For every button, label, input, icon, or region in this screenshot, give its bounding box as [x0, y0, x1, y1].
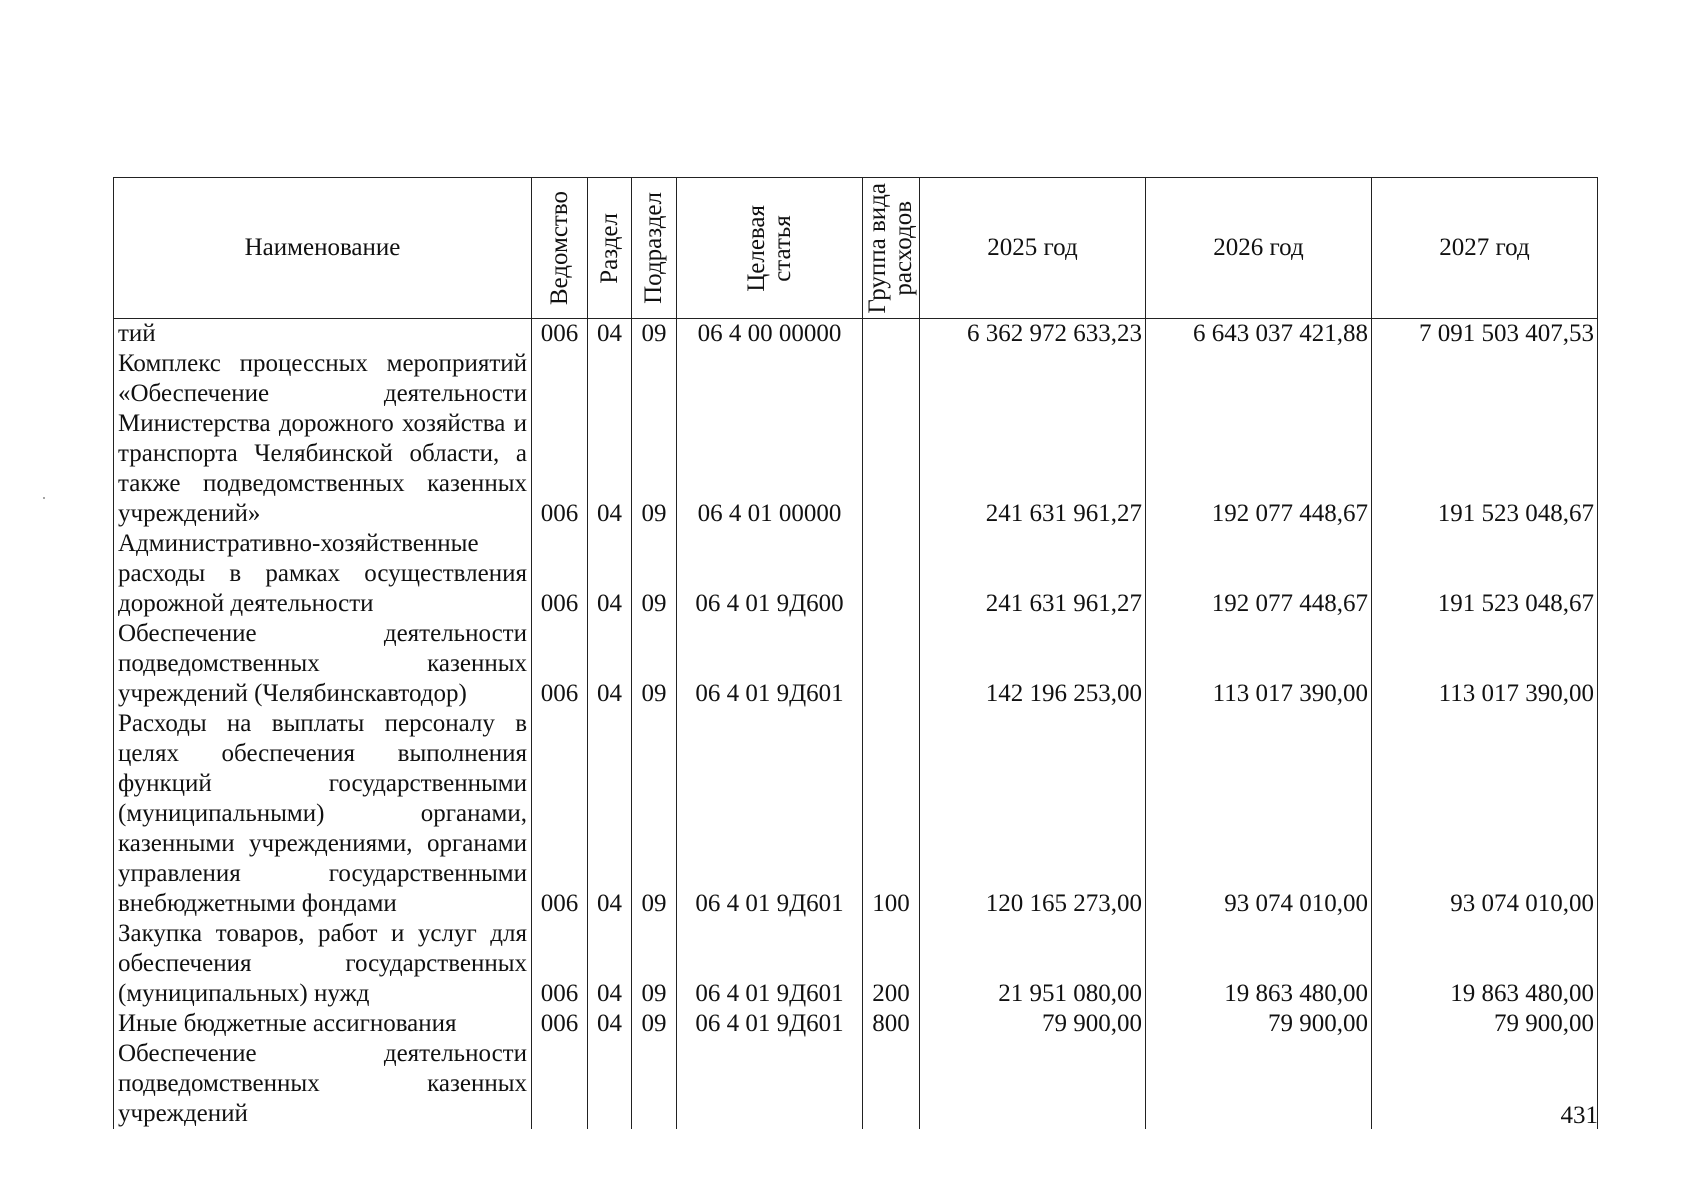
- header-section: Раздел: [595, 212, 623, 284]
- row-dept: 006: [532, 349, 588, 529]
- table-row: [114, 529, 1598, 619]
- row-section: 04: [588, 1009, 632, 1039]
- row-2027: 19 863 480,00: [1372, 919, 1598, 1009]
- row-subsection: 09: [632, 529, 677, 619]
- header-year-2026: 2026 год: [1146, 178, 1372, 319]
- row-2026: 192 077 448,67: [1146, 349, 1372, 529]
- header-section-cell: [588, 178, 632, 319]
- row-section: 04: [588, 619, 632, 709]
- row-2026: 79 900,00: [1146, 1009, 1372, 1039]
- row-dept: 006: [532, 919, 588, 1009]
- row-2026: 192 077 448,67: [1146, 529, 1372, 619]
- row-group: [863, 349, 920, 529]
- header-subsection: Подраздел: [640, 192, 667, 304]
- row-2026: 19 863 480,00: [1146, 919, 1372, 1009]
- scan-speck: [43, 497, 45, 499]
- row-section: 04: [588, 349, 632, 529]
- row-subsection: [632, 1039, 677, 1129]
- row-group: 100: [863, 709, 920, 919]
- row-2025: [920, 1039, 1146, 1129]
- row-dept: 006: [532, 1009, 588, 1039]
- row-target: 06 4 01 9Д601: [677, 919, 863, 1009]
- row-subsection: 09: [632, 319, 677, 350]
- row-section: [588, 1039, 632, 1129]
- row-dept: 006: [532, 529, 588, 619]
- row-subsection: 09: [632, 709, 677, 919]
- header-group: Группа вида расходов: [864, 182, 917, 314]
- row-2027: 191 523 048,67: [1372, 529, 1598, 619]
- table-row: [114, 709, 1598, 919]
- row-2025: 241 631 961,27: [920, 349, 1146, 529]
- row-2026: 113 017 390,00: [1146, 619, 1372, 709]
- header-year-2027: 2027 год: [1372, 178, 1598, 319]
- row-name: Комплекс процессных мероприятий «Обеспечение деятельности Министерства дорожного хозяйства и транспорта Челябинской области, а также подведомственных казенных учреждений»: [114, 349, 532, 529]
- row-section: 04: [588, 319, 632, 350]
- row-2026: 6 643 037 421,88: [1146, 319, 1372, 350]
- row-group: [863, 529, 920, 619]
- header-subsection-cell: [632, 178, 677, 319]
- row-2025: 241 631 961,27: [920, 529, 1146, 619]
- row-target: 06 4 01 9Д601: [677, 1009, 863, 1039]
- row-2025: 120 165 273,00: [920, 709, 1146, 919]
- row-dept: 006: [532, 619, 588, 709]
- row-2025: 79 900,00: [920, 1009, 1146, 1039]
- row-section: 04: [588, 529, 632, 619]
- row-target: 06 4 01 9Д601: [677, 619, 863, 709]
- row-2026: [1146, 1039, 1372, 1129]
- header-year-2025: 2025 год: [920, 178, 1146, 319]
- table-row: [114, 919, 1598, 1009]
- table-row: [114, 319, 1598, 350]
- table-row: [114, 1039, 1598, 1129]
- row-name: Обеспечение деятельности подведомственных казенных учреждений: [114, 1039, 532, 1129]
- budget-table: [113, 177, 1598, 1129]
- row-target: [677, 1039, 863, 1129]
- table-row: [114, 619, 1598, 709]
- row-name: Расходы на выплаты персоналу в целях обеспечения выполнения функций государственными (муниципальными) органами, казенными учреждениями, органами управления государственными внебюджетными фондами: [114, 709, 532, 919]
- row-target: 06 4 01 9Д601: [677, 709, 863, 919]
- row-2027: 93 074 010,00: [1372, 709, 1598, 919]
- row-group: 800: [863, 1009, 920, 1039]
- row-2027: 79 900,00: [1372, 1009, 1598, 1039]
- header-target-cell: [677, 178, 863, 319]
- row-2027: 113 017 390,00: [1372, 619, 1598, 709]
- header-group-cell: [863, 178, 920, 319]
- row-target: 06 4 01 00000: [677, 349, 863, 529]
- row-dept: 006: [532, 709, 588, 919]
- header-target: Целевая статья: [742, 204, 796, 292]
- row-2025: 21 951 080,00: [920, 919, 1146, 1009]
- row-group: [863, 319, 920, 350]
- row-subsection: 09: [632, 619, 677, 709]
- row-dept: [532, 1039, 588, 1129]
- row-group: [863, 1039, 920, 1129]
- row-group: [863, 619, 920, 709]
- table-row: [114, 349, 1598, 529]
- row-section: 04: [588, 709, 632, 919]
- header-name: Наименование: [114, 178, 532, 319]
- table-row: [114, 1009, 1598, 1039]
- row-target: 06 4 01 9Д600: [677, 529, 863, 619]
- table-body: [114, 319, 1598, 1130]
- row-2026: 93 074 010,00: [1146, 709, 1372, 919]
- table-header: [114, 178, 1598, 319]
- row-subsection: 09: [632, 1009, 677, 1039]
- row-group: 200: [863, 919, 920, 1009]
- row-subsection: 09: [632, 349, 677, 529]
- row-name: Обеспечение деятельности подведомственных казенных учреждений (Челябинскавтодор): [114, 619, 532, 709]
- row-name: Иные бюджетные ассигнования: [114, 1009, 532, 1039]
- row-2025: 6 362 972 633,23: [920, 319, 1146, 350]
- header-dept-cell: [532, 178, 588, 319]
- header-dept: Ведомство: [545, 190, 573, 306]
- row-2025: 142 196 253,00: [920, 619, 1146, 709]
- row-name: Административно-хозяйственные расходы в рамках осуществления дорожной деятельности: [114, 529, 532, 619]
- row-target: 06 4 00 00000: [677, 319, 863, 350]
- page-number: 431: [1560, 1102, 1598, 1129]
- row-name: тий: [114, 319, 532, 350]
- row-subsection: 09: [632, 919, 677, 1009]
- row-dept: 006: [532, 319, 588, 350]
- row-2027: 7 091 503 407,53: [1372, 319, 1598, 350]
- row-name: Закупка товаров, работ и услуг для обеспечения государственных (муниципальных) нужд: [114, 919, 532, 1009]
- row-2027: 191 523 048,67: [1372, 349, 1598, 529]
- row-section: 04: [588, 919, 632, 1009]
